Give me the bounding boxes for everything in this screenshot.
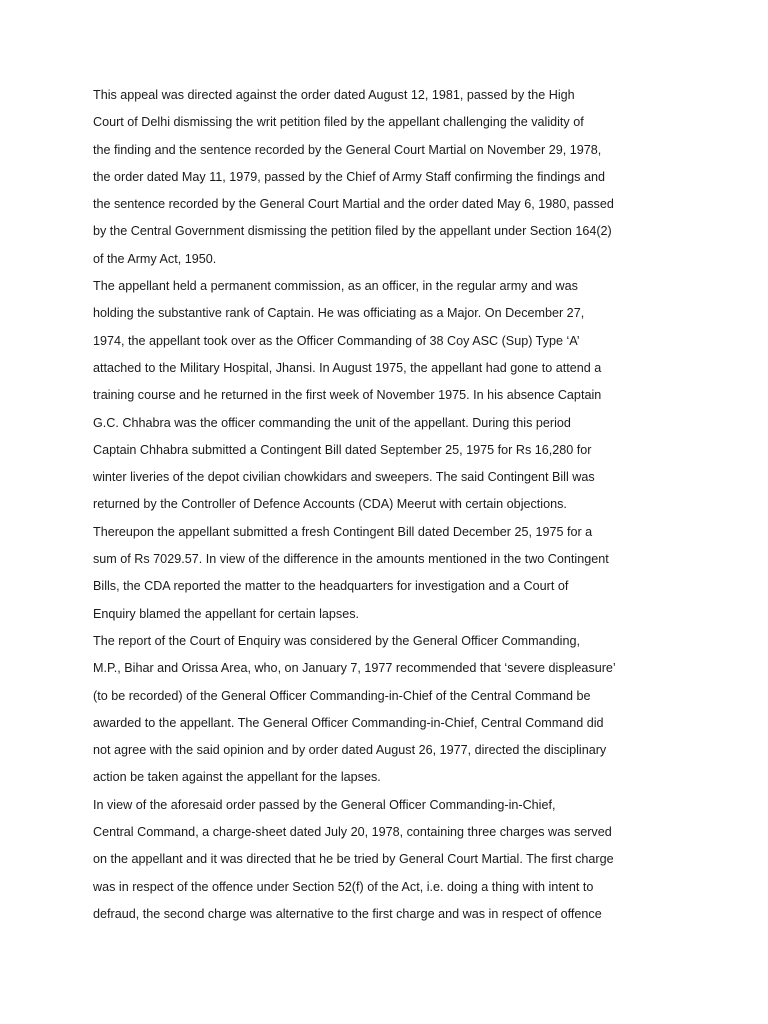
text-line: G.C. Chhabra was the officer commanding the unit of the appellant. During this period	[93, 415, 571, 430]
text-line: was in respect of the offence under Section 52(f) of the Act, i.e. doing a thing with intent to	[93, 879, 594, 894]
text-line: sum of Rs 7029.57. In view of the difference in the amounts mentioned in the two Contingent	[93, 552, 609, 567]
text-line: Court of Delhi dismissing the writ petition filed by the appellant challenging the validity of	[93, 115, 584, 130]
text-line: This appeal was directed against the order dated August 12, 1981, passed by the High	[93, 88, 575, 102]
text-line: Bills, the CDA reported the matter to the headquarters for investigation and a Court of	[93, 579, 569, 594]
text-line: (to be recorded) of the General Officer Commanding-in-Chief of the Central Command be	[93, 688, 591, 703]
text-line: holding the substantive rank of Captain. He was officiating as a Major. On December 27,	[93, 306, 585, 321]
text-line: training course and he returned in the first week of November 1975. In his absence Captain	[93, 388, 602, 403]
text-line: Enquiry blamed the appellant for certain lapses.	[93, 606, 360, 621]
text-line: the finding and the sentence recorded by the General Court Martial on November 29, 1978,	[93, 142, 602, 157]
text-line: Thereupon the appellant submitted a fresh Contingent Bill dated December 25, 1975 for a	[93, 524, 593, 539]
text-line: returned by the Controller of Defence Accounts (CDA) Meerut with certain objections.	[93, 497, 567, 512]
text-line: Central Command, a charge-sheet dated July 20, 1978, containing three charges was served	[93, 825, 612, 840]
text-line: awarded to the appellant. The General Officer Commanding-in-Chief, Central Command did	[93, 715, 604, 730]
text-line: Captain Chhabra submitted a Contingent Bill dated September 25, 1975 for Rs 16,280 for	[93, 442, 592, 457]
text-line: winter liveries of the depot civilian chowkidars and sweepers. The said Contingent Bill was	[93, 470, 595, 485]
text-line: attached to the Military Hospital, Jhansi. In August 1975, the appellant had gone to attend a	[93, 360, 602, 375]
text-line: action be taken against the appellant for the lapses.	[93, 770, 381, 785]
document-body	[93, 82, 693, 928]
text-line: the sentence recorded by the General Court Martial and the order dated May 6, 1980, passed	[93, 197, 614, 212]
text-line: not agree with the said opinion and by order dated August 26, 1977, directed the disciplinary	[93, 743, 607, 758]
text-line: on the appellant and it was directed that he be tried by General Court Martial. The first charge	[93, 852, 614, 867]
text-line: In view of the aforesaid order passed by the General Officer Commanding-in-Chief,	[93, 797, 556, 812]
text-line: M.P., Bihar and Orissa Area, who, on January 7, 1977 recommended that ‘severe displeasure’	[93, 661, 616, 676]
text-line: The report of the Court of Enquiry was considered by the General Officer Commanding,	[93, 633, 580, 648]
text-line: defraud, the second charge was alternative to the first charge and was in respect of offence	[93, 906, 602, 921]
text-line: 1974, the appellant took over as the Officer Commanding of 38 Coy ASC (Sup) Type ‘A’	[93, 333, 580, 348]
text-line: the order dated May 11, 1979, passed by the Chief of Army Staff confirming the findings and	[93, 169, 605, 184]
text-line: of the Army Act, 1950.	[93, 251, 217, 266]
text-line: by the Central Government dismissing the petition filed by the appellant under Section 164(2)	[93, 224, 612, 239]
text-line: The appellant held a permanent commission, as an officer, in the regular army and was	[93, 279, 578, 294]
